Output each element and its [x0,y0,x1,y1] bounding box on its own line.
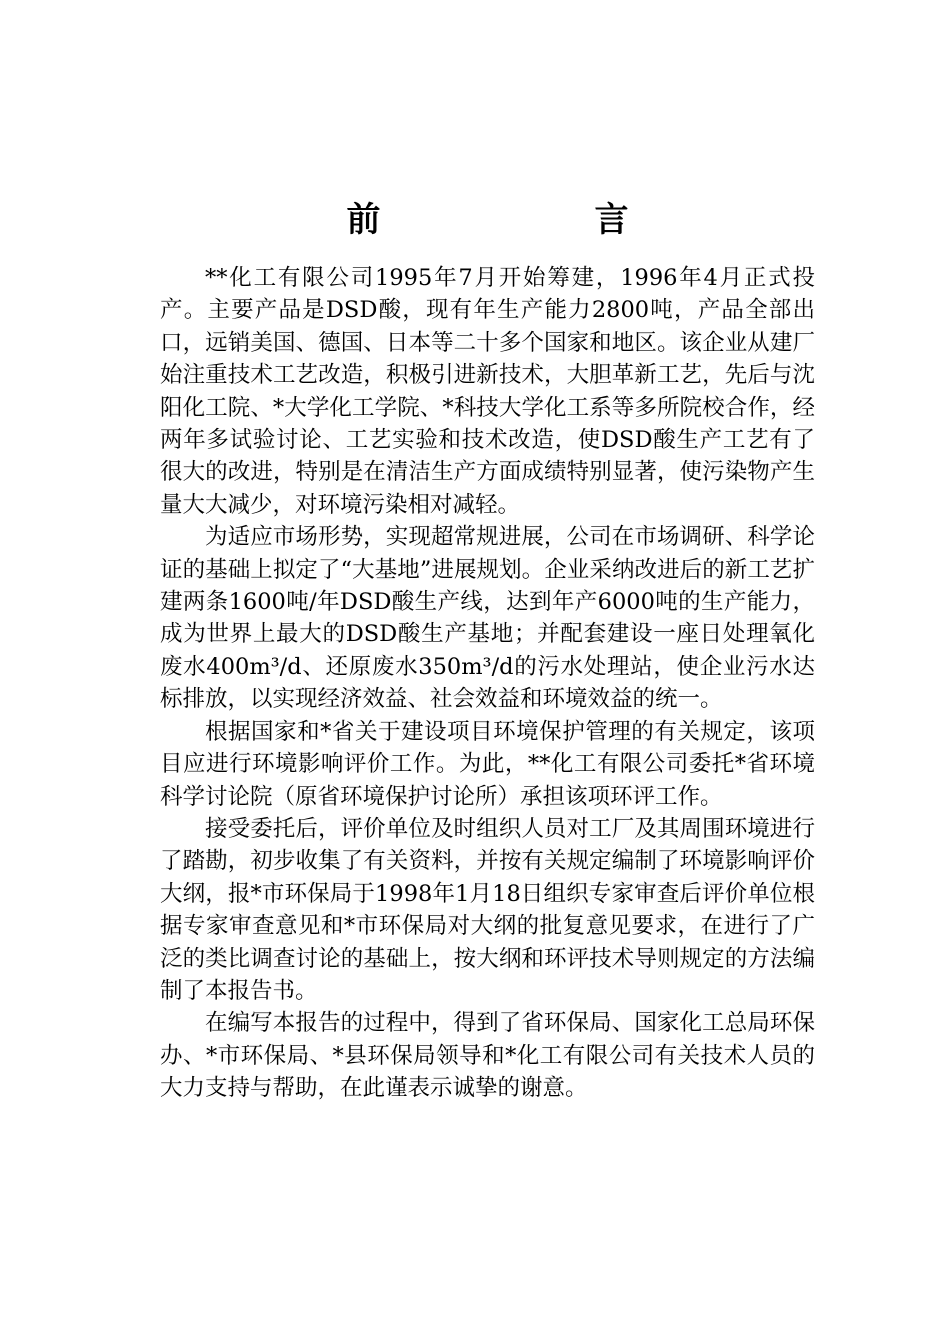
preface-body [160,262,815,1105]
page-title: 前 言 [346,200,719,240]
paragraph-5: 在编写本报告的过程中，得到了省环保局、国家化工总局环保办、*市环保局、*县环保局领导和*化工有限公司有关技术人员的大力支持与帮助，在此谨表示诚挚的谢意。 [160,1010,815,1102]
paragraph-2: 为适应市场形势，实现超常规进展，公司在市场调研、科学论证的基础上拟定了“大基地”进展规划。企业采纳改进后的新工艺扩建两条1600吨/年DSD酸生产线，达到年产6000吨的生产能力，成为世界上最大的DSD酸生产基地；并配套建设一座日处理氧化废水400m³/d、还原废水350m³/d的污水处理站，使企业污水达标排放，以实现经济效益、社会效益和环境效益的统一。 [160,524,815,713]
paragraph-4: 接受委托后，评价单位及时组织人员对工厂及其周围环境进行了踏勘，初步收集了有关资料，并按有关规定编制了环境影响评价大纲，报*市环保局于1998年1月18日组织专家审查后评价单位根据专家审查意见和*市环保局对大纲的批复意见要求，在进行了广泛的类比调查讨论的基础上，按大纲和环评技术导则规定的方法编制了本报告书。 [160,815,815,1004]
paragraph-1: **化工有限公司1995年7月开始筹建，1996年4月正式投产。主要产品是DSD酸，现有年生产能力2800吨，产品全部出口，远销美国、德国、日本等二十多个国家和地区。该企业从建厂始注重技术工艺改造，积极引进新技术，大胆革新工艺，先后与沈阳化工院、*大学化工学院、*科技大学化工系等多所院校合作，经两年多试验讨论、工艺实验和技术改造，使DSD酸生产工艺有了很大的改进，特别是在清洁生产方面成绩特别显著，使污染物产生量大大减少，对环境污染相对减轻。 [160,265,815,518]
paragraph-3: 根据国家和*省关于建设项目环境保护管理的有关规定，该项目应进行环境影响评价工作。为此，**化工有限公司委托*省环境科学讨论院（原省环境保护讨论所）承担该项环评工作。 [160,718,815,810]
